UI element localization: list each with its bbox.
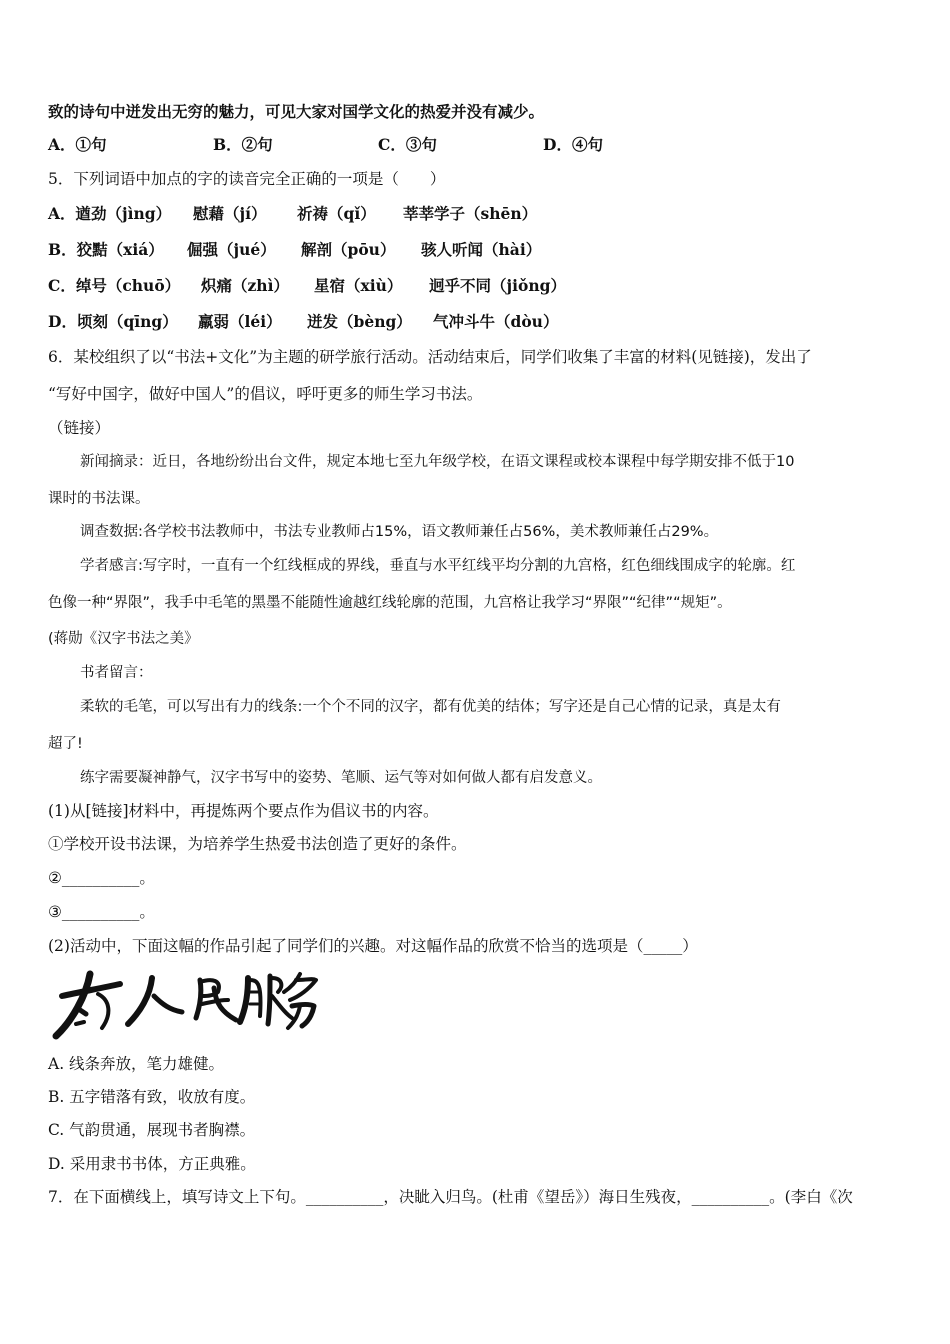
q4-options — [48, 134, 906, 156]
word: 解剖（pōu） — [301, 240, 396, 259]
word: 倔强（jué） — [187, 240, 276, 259]
option-c: C. 气韵贯通，展现书者胸襟。 — [48, 1121, 256, 1139]
calligraphy-image — [50, 966, 320, 1044]
calligraphy-char — [240, 976, 292, 1024]
writer-message-cont: 超了! — [48, 736, 83, 752]
option-d: D. 采用隶书书体，方正典雅。 — [48, 1155, 256, 1173]
word: 慰藉（jí） — [193, 204, 267, 223]
word: B．狡黠（xiá） — [48, 240, 164, 259]
q5-option-a — [48, 203, 906, 225]
q5-option-b — [48, 239, 906, 261]
word: 炽痛（zhì） — [201, 276, 289, 295]
q7-stem: 7．在下面横线上，填写诗文上下句。__________，决眦入归鸟。(杜甫《望岳》）海日生残夜，__________。(李白《次 — [48, 1188, 853, 1206]
word: 羸弱（léi） — [198, 312, 282, 331]
calligraphy-char — [284, 974, 316, 1028]
text-line: 致的诗句中迸发出无穷的魅力，可见大家对国学文化的热爱并没有减少。 — [48, 102, 545, 121]
word: 气冲斗牛（dòu） — [433, 312, 559, 331]
word: A．遒劲（jìng） — [48, 204, 172, 223]
subquestion-1: (1)从[链接]材料中，再提炼两个要点作为倡议书的内容。 — [48, 802, 439, 820]
answer-blank-3: ③__________。 — [48, 903, 155, 921]
word: 迥乎不同（jiǒng） — [429, 276, 566, 295]
option-b: B. 五字错落有致，收放有度。 — [48, 1088, 256, 1106]
word: 祈祷（qǐ） — [297, 204, 376, 223]
q6-stem: 6．某校组织了以“书法+文化”为主题的研学旅行活动。活动结束后，同学们收集了丰富的材料(见链接)，发出了 — [48, 348, 812, 366]
scholar-quote: 学者感言:写字时，一直有一个红线框成的界线，垂直与水平红线平均分割的九宫格，红色细线围成字的轮廓。红 — [80, 558, 796, 574]
q5-option-c — [48, 275, 906, 297]
word: C．绰号（chuō） — [48, 276, 181, 295]
scholar-source: (蒋勋《汉字书法之美》 — [48, 631, 199, 647]
scholar-quote-cont: 色像一种“界限”，我手中毛笔的黑墨不能随性逾越红线轮廓的范围，九宫格让我学习“界限”“纪律”“规矩”。 — [48, 595, 732, 611]
q5-option-d — [48, 311, 906, 333]
word: 骇人听闻（hài） — [421, 240, 542, 259]
calligraphy-char — [128, 978, 182, 1024]
writer-label: 书者留言： — [80, 665, 153, 681]
answer-blank-2: ②__________。 — [48, 869, 155, 887]
link-label: （链接） — [48, 419, 111, 437]
calligraphy-char — [56, 974, 120, 1036]
q5-stem: 5．下列词语中加点的字的读音完全正确的一项是（ ） — [48, 170, 446, 188]
writer-message-2: 练字需要凝神静气，汉字书写中的姿势、笔顺、运气等对如何做人都有启发意义。 — [80, 770, 602, 786]
word: 星宿（xiù） — [314, 276, 403, 295]
option-d: D．④句 — [543, 135, 603, 154]
option-a: A．①句 — [48, 135, 107, 154]
writer-message: 柔软的毛笔，可以写出有力的线条:一个个不同的汉字，都有优美的结体；写字还是自己心情的记录，真是太有 — [80, 699, 781, 715]
answer-1: ①学校开设书法课，为培养学生热爱书法创造了更好的条件。 — [48, 835, 467, 853]
news-excerpt-cont: 课时的书法课。 — [48, 491, 150, 507]
subquestion-2: (2)活动中，下面这幅的作品引起了同学们的兴趣。对这幅作品的欣赏不恰当的选项是（_____） — [48, 937, 698, 955]
option-c: C．③句 — [378, 135, 437, 154]
option-a: A. 线条奔放，笔力雄健。 — [48, 1055, 225, 1073]
calligraphy-char — [196, 980, 236, 1020]
word: 莘莘学子（shēn） — [403, 204, 538, 223]
q6-stem-cont: “写好中国字，做好中国人”的倡议，呼吁更多的师生学习书法。 — [48, 385, 483, 403]
word: D．顷刻（qīng） — [48, 312, 178, 331]
word: 迸发（bèng） — [307, 312, 412, 331]
news-excerpt: 新闻摘录：近日，各地纷纷出台文件，规定本地七至九年级学校，在语文课程或校本课程中每学期安排不低于10 — [80, 454, 795, 470]
survey-data: 调查数据:各学校书法教师中，书法专业教师占15%，语文教师兼任占56%，美术教师兼任占29%。 — [80, 524, 719, 540]
option-b: B．②句 — [213, 135, 273, 154]
